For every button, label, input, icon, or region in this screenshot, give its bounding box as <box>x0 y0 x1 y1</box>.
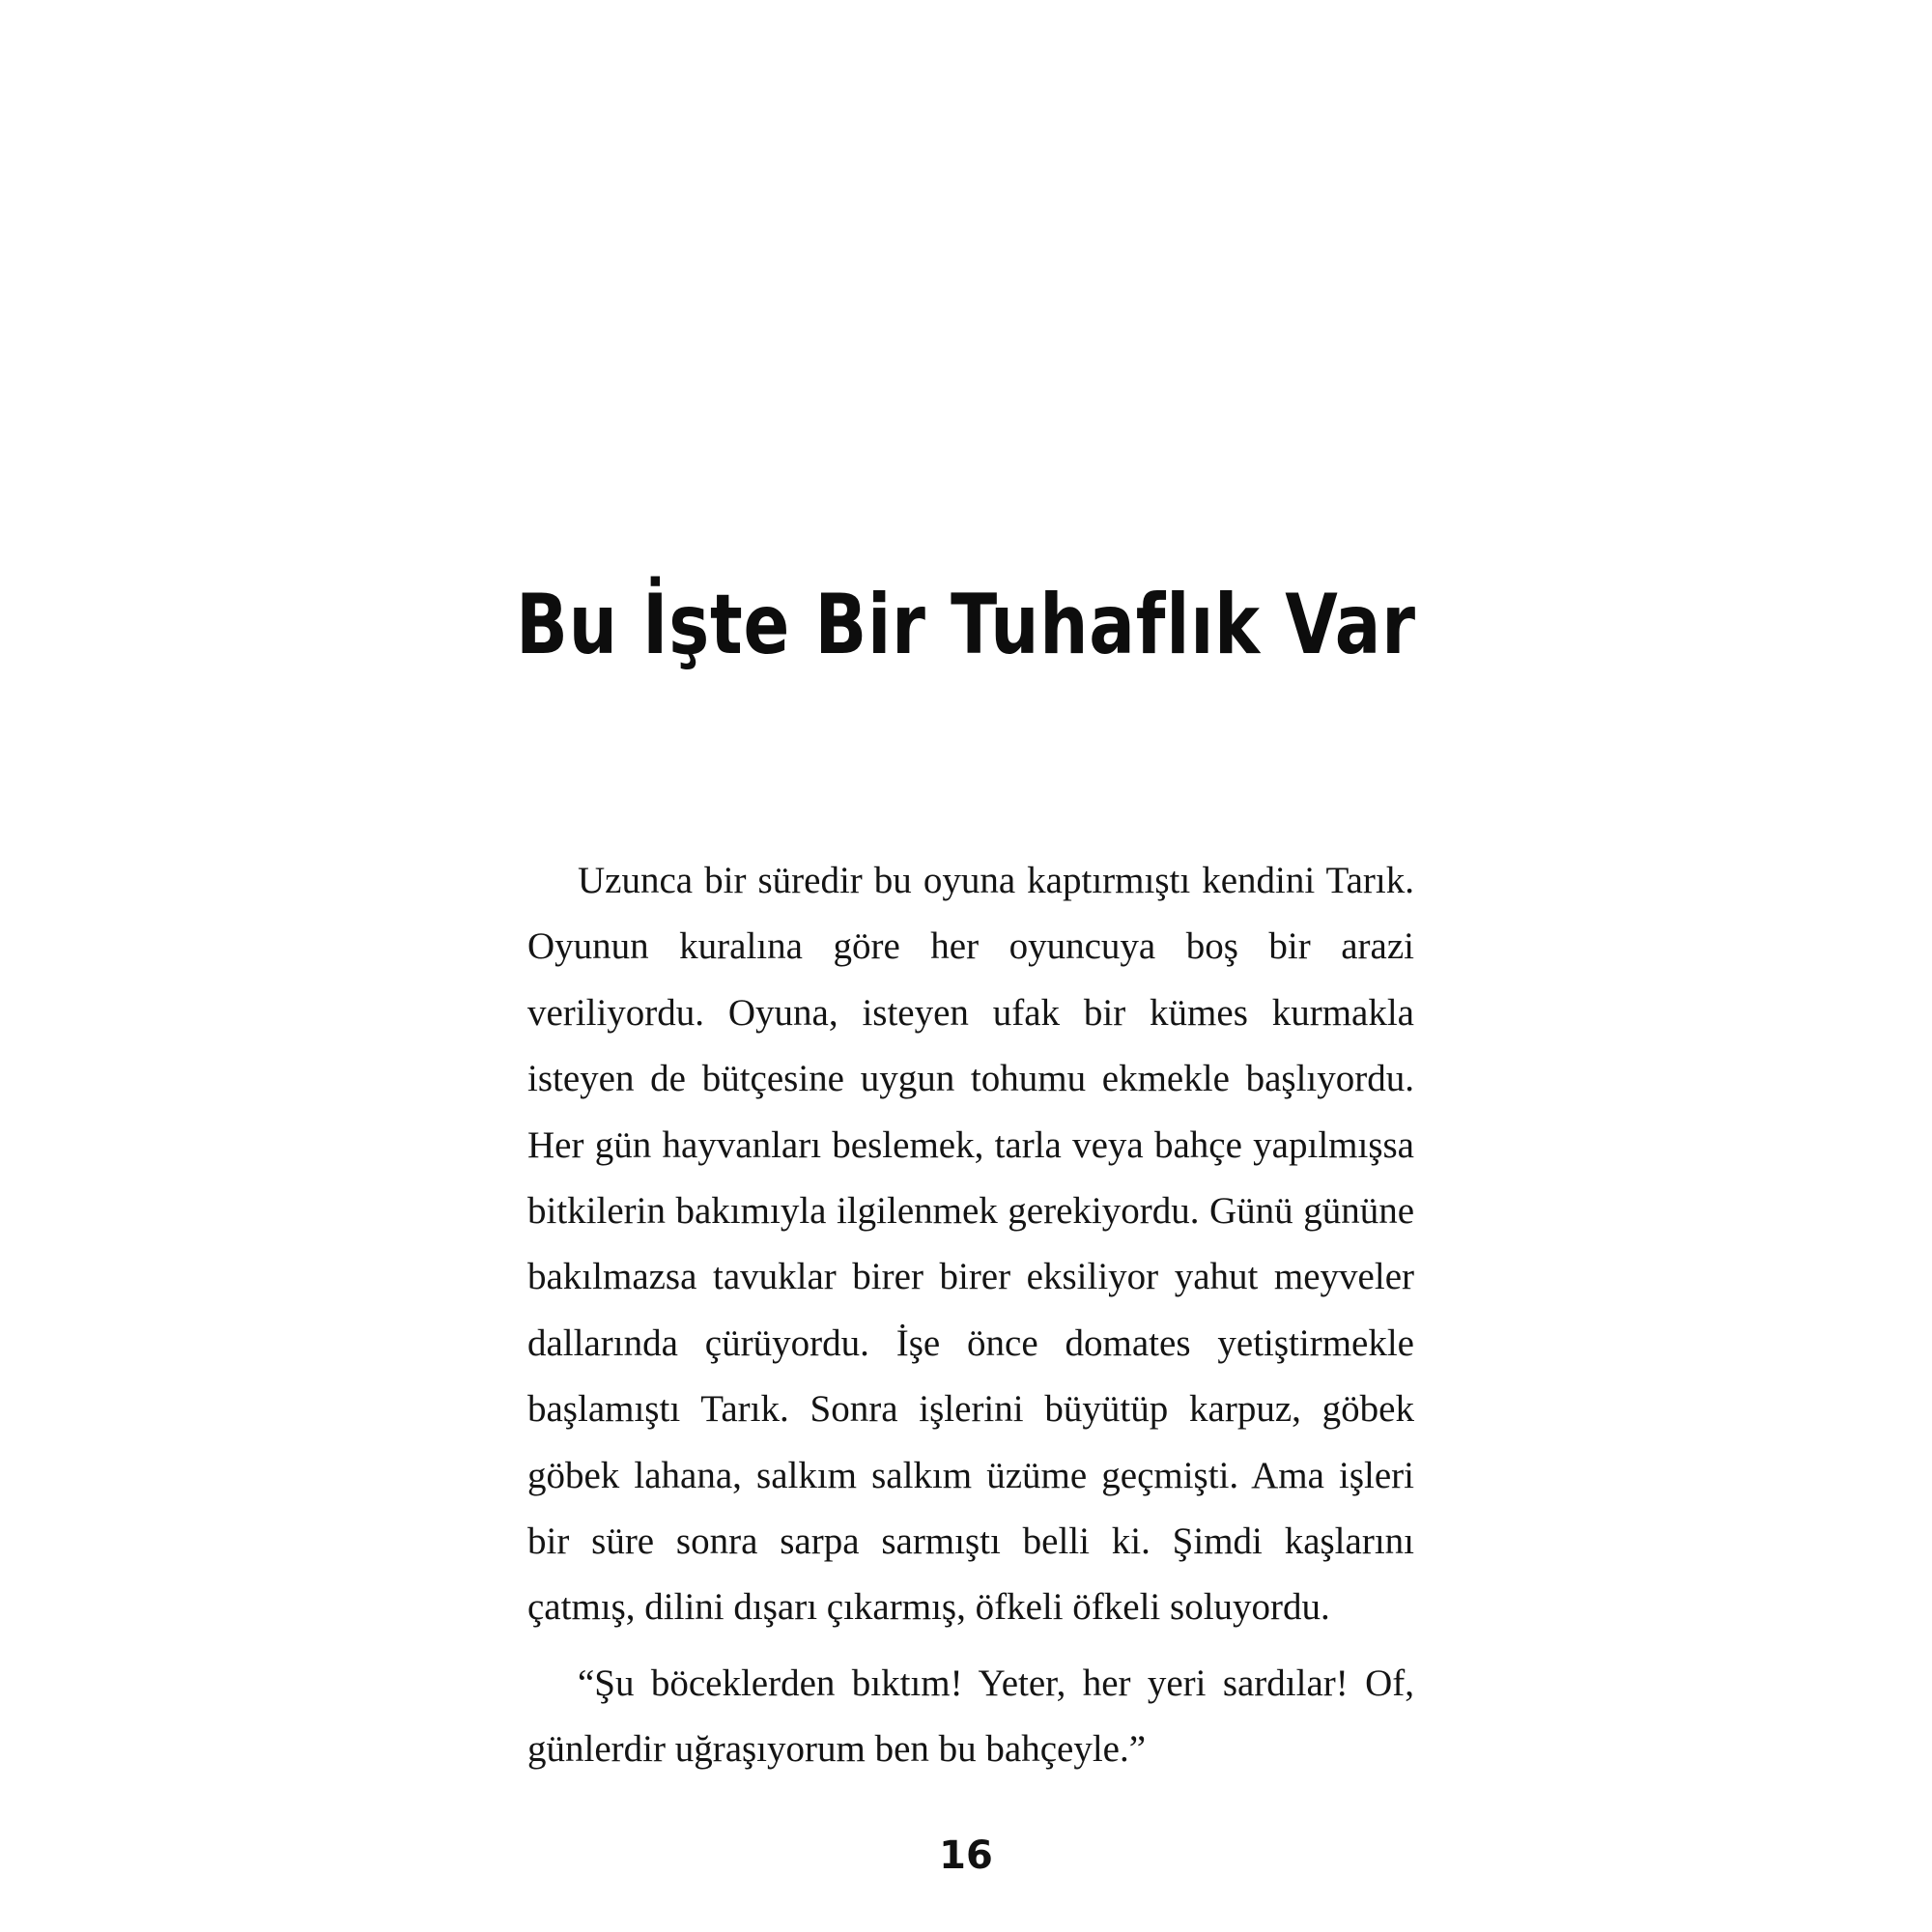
body-text <box>527 848 1414 1793</box>
paragraph-1: Uzunca bir süredir bu oyuna kaptırmıştı kendini Tarık. Oyunun kuralına göre her oyuncuya boş bir arazi veriliyordu. Oyuna, isteyen ufak bir kümes kurmakla isteyen de bütçesine uygun tohumu ekmekle başlıyordu. Her gün hayvanları beslemek, tarla veya bahçe yapılmışsa bitkilerin bakımıyla ilgilenmek gerekiyordu. Günü gününe bakılmazsa tavuklar birer birer eksiliyor yahut meyveler dallarında çürüyordu. İşe önce domates yetiştirmekle başlamıştı Tarık. Sonra işlerini büyütüp karpuz, göbek göbek lahana, salkım salkım üzüme geçmişti. Ama işleri bir süre sonra sarpa sarmıştı belli ki. Şimdi kaşlarını çatmış, dilini dışarı çıkarmış, öfkeli öfkeli soluyordu. <box>527 860 1414 1629</box>
page-number: 16 <box>939 1833 993 1878</box>
chapter-title: Bu İşte Bir Tuhaflık Var <box>516 577 1416 673</box>
paragraph-2: “Şu böceklerden bıktım! Yeter, her yeri sardılar! Of, günlerdir uğraşıyorum ben bu bahçeyle.” <box>527 1662 1414 1771</box>
